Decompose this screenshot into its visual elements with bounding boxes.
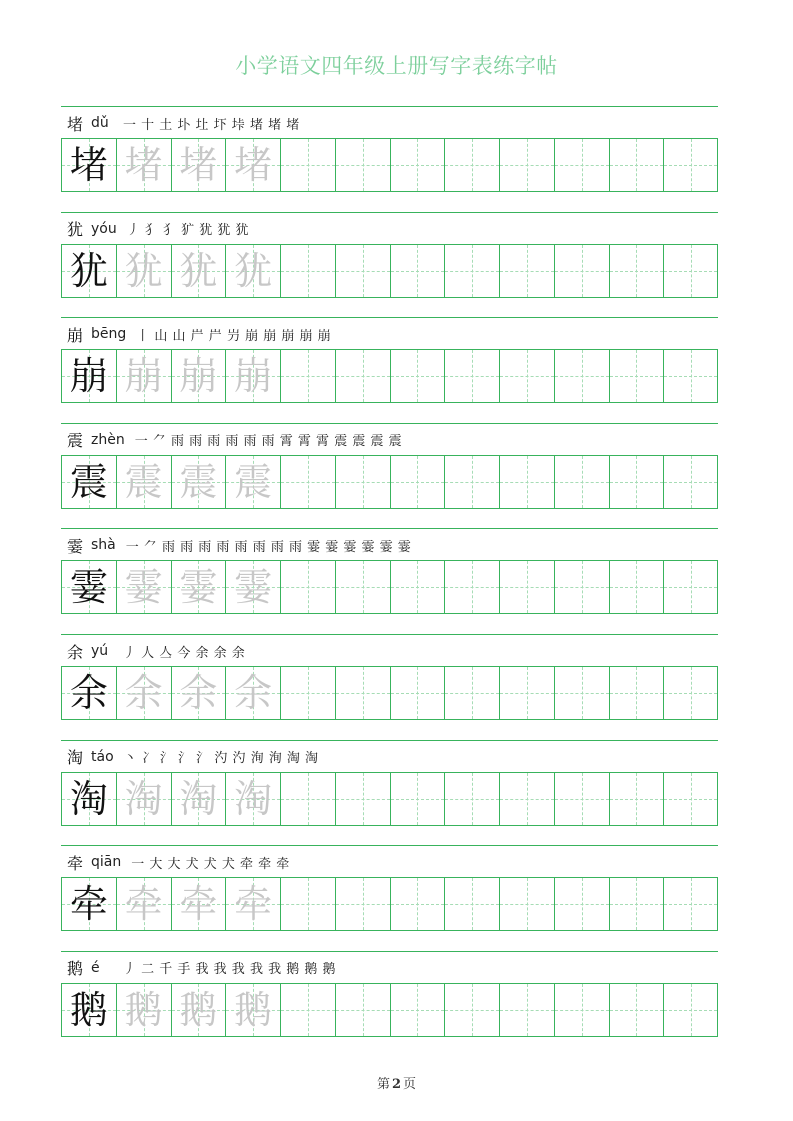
stroke-order: 一 大 大 犬 犬 犬 牵 牵 牵	[131, 856, 290, 872]
grid-cell[interactable]	[390, 244, 445, 298]
grid-cell[interactable]	[390, 666, 445, 720]
grid-cell[interactable]	[116, 138, 171, 192]
trace-character: 犹	[124, 248, 163, 293]
grid-cell[interactable]	[554, 349, 609, 403]
pinyin-label: dǔ	[91, 115, 109, 131]
pinyin-label: zhèn	[91, 431, 125, 448]
grid-cell[interactable]	[663, 877, 718, 931]
grid-cell[interactable]	[554, 560, 609, 614]
grid-cell[interactable]	[335, 877, 390, 931]
row-divider	[61, 528, 718, 529]
character-info	[67, 850, 290, 874]
grid-cell[interactable]	[554, 877, 609, 931]
character-label: 牵	[67, 853, 84, 873]
grid-cell[interactable]	[499, 560, 554, 614]
grid-cell[interactable]	[280, 983, 335, 1037]
pinyin-label: qiān	[91, 854, 122, 871]
grid-cell[interactable]	[61, 560, 116, 614]
grid-cell[interactable]	[444, 560, 499, 614]
stroke-order: 丶 冫 氵 氵 氵 汋 汋 洵 洵 淘 淘	[123, 751, 319, 767]
pinyin-label: yú	[91, 643, 109, 659]
grid-cell[interactable]	[225, 138, 280, 192]
trace-character: 余	[124, 671, 163, 715]
writing-grid	[61, 138, 718, 192]
grid-cell[interactable]	[554, 244, 609, 298]
grid-cell[interactable]	[609, 666, 664, 720]
character-label: 犹	[67, 220, 84, 240]
grid-cell[interactable]	[609, 877, 664, 931]
model-character: 鹅	[69, 987, 108, 1032]
grid-cell[interactable]	[390, 983, 445, 1037]
grid-cell[interactable]	[61, 349, 116, 403]
writing-grid	[61, 560, 718, 614]
grid-cell[interactable]	[171, 666, 226, 720]
practice-row	[61, 317, 718, 407]
writing-grid	[61, 349, 718, 403]
grid-cell[interactable]	[609, 455, 664, 509]
model-character: 堵	[69, 143, 108, 187]
stroke-order: 丨 山 山 屵 屵 屶 崩 崩 崩 崩 崩	[136, 328, 332, 344]
trace-character: 崩	[124, 354, 163, 399]
grid-cell[interactable]	[171, 455, 226, 509]
grid-cell[interactable]	[171, 138, 226, 192]
grid-cell[interactable]	[116, 560, 171, 614]
grid-cell[interactable]	[280, 772, 335, 826]
grid-cell[interactable]	[663, 349, 718, 403]
character-label: 鹅	[67, 959, 84, 979]
grid-cell[interactable]	[61, 138, 116, 192]
writing-grid	[61, 877, 718, 931]
model-character: 震	[69, 459, 108, 504]
grid-cell[interactable]	[225, 455, 280, 509]
trace-character: 堵	[124, 143, 163, 187]
grid-cell[interactable]	[225, 560, 280, 614]
model-character: 淘	[69, 776, 108, 821]
row-divider	[61, 317, 718, 318]
grid-cell[interactable]	[280, 349, 335, 403]
grid-cell[interactable]	[499, 244, 554, 298]
trace-character: 鹅	[179, 987, 218, 1032]
grid-cell[interactable]	[335, 455, 390, 509]
character-info	[67, 533, 411, 557]
grid-cell[interactable]	[225, 983, 280, 1037]
grid-cell[interactable]	[335, 666, 390, 720]
grid-cell[interactable]	[609, 560, 664, 614]
grid-cell[interactable]	[663, 772, 718, 826]
grid-cell[interactable]	[335, 772, 390, 826]
grid-cell[interactable]	[499, 877, 554, 931]
grid-cell[interactable]	[554, 138, 609, 192]
stroke-order: 丿 犭 犭 犷 犹 犹 犹	[126, 223, 250, 239]
stroke-order: 一 ⺈ 雨 雨 雨 雨 雨 雨 雨 雨 霎 霎 霎 霎 霎 霎	[125, 539, 412, 555]
trace-character: 震	[234, 459, 273, 504]
trace-character: 崩	[234, 354, 273, 399]
grid-cell[interactable]	[444, 349, 499, 403]
trace-character: 霎	[124, 565, 163, 610]
grid-cell[interactable]	[499, 983, 554, 1037]
grid-cell[interactable]	[225, 772, 280, 826]
row-divider	[61, 634, 718, 635]
trace-character: 堵	[179, 143, 218, 187]
trace-character: 霎	[234, 565, 273, 610]
character-label: 余	[67, 642, 84, 662]
pinyin-label: é	[91, 959, 100, 976]
grid-cell[interactable]	[390, 772, 445, 826]
trace-character: 牵	[124, 882, 163, 927]
pinyin-label: táo	[91, 748, 114, 765]
grid-cell[interactable]	[225, 666, 280, 720]
practice-row	[61, 740, 718, 830]
grid-cell[interactable]	[171, 560, 226, 614]
model-character: 霎	[69, 565, 108, 610]
grid-cell[interactable]	[444, 983, 499, 1037]
writing-grid	[61, 772, 718, 826]
grid-cell[interactable]	[663, 244, 718, 298]
practice-row	[61, 423, 718, 513]
character-label: 震	[67, 431, 84, 451]
grid-cell[interactable]	[171, 349, 226, 403]
grid-cell[interactable]	[171, 877, 226, 931]
grid-cell[interactable]	[499, 772, 554, 826]
row-divider	[61, 212, 718, 213]
grid-cell[interactable]	[444, 666, 499, 720]
grid-cell[interactable]	[609, 138, 664, 192]
grid-cell[interactable]	[61, 877, 116, 931]
practice-row	[61, 528, 718, 618]
character-info	[67, 956, 336, 980]
grid-cell[interactable]	[280, 455, 335, 509]
trace-character: 余	[179, 671, 218, 715]
trace-character: 震	[179, 459, 218, 504]
trace-character: 鹅	[234, 987, 273, 1032]
grid-cell[interactable]	[280, 244, 335, 298]
grid-cell[interactable]	[499, 455, 554, 509]
grid-cell[interactable]	[61, 983, 116, 1037]
trace-character: 淘	[124, 776, 163, 821]
grid-cell[interactable]	[335, 244, 390, 298]
character-info	[67, 111, 300, 135]
grid-cell[interactable]	[390, 877, 445, 931]
grid-cell[interactable]	[609, 244, 664, 298]
row-divider	[61, 845, 718, 846]
grid-cell[interactable]	[171, 772, 226, 826]
grid-cell[interactable]	[116, 244, 171, 298]
grid-cell[interactable]	[280, 666, 335, 720]
grid-cell[interactable]	[663, 560, 718, 614]
grid-cell[interactable]	[554, 772, 609, 826]
trace-character: 犹	[179, 248, 218, 293]
character-info	[67, 428, 402, 452]
grid-cell[interactable]	[499, 138, 554, 192]
grid-cell[interactable]	[280, 138, 335, 192]
writing-grid	[61, 983, 718, 1037]
writing-grid	[61, 244, 718, 298]
model-character: 牵	[69, 882, 108, 927]
grid-cell[interactable]	[116, 983, 171, 1037]
grid-cell[interactable]	[444, 772, 499, 826]
grid-cell[interactable]	[609, 983, 664, 1037]
grid-cell[interactable]	[663, 983, 718, 1037]
stroke-order: 一 ⺈ 雨 雨 雨 雨 雨 雨 霄 霄 霄 震 震 震 震	[134, 434, 403, 450]
model-character: 崩	[69, 354, 108, 399]
grid-cell[interactable]	[335, 349, 390, 403]
model-character: 余	[69, 671, 108, 715]
grid-cell[interactable]	[116, 455, 171, 509]
trace-character: 霎	[179, 565, 218, 610]
grid-cell[interactable]	[225, 877, 280, 931]
practice-row	[61, 951, 718, 1041]
trace-character: 牵	[234, 882, 273, 927]
grid-cell[interactable]	[444, 455, 499, 509]
stroke-order: 丿 人 亼 今 余 余 余	[123, 645, 246, 661]
grid-cell[interactable]	[663, 138, 718, 192]
character-info	[67, 745, 318, 769]
grid-cell[interactable]	[116, 877, 171, 931]
stroke-order: 丿 二 千 手 我 我 我 我 我 鹅 鹅 鹅	[123, 962, 336, 978]
trace-character: 犹	[234, 248, 273, 293]
trace-character: 牵	[179, 882, 218, 927]
character-label: 崩	[67, 325, 84, 345]
character-label: 堵	[67, 114, 84, 134]
grid-cell[interactable]	[335, 138, 390, 192]
character-label: 霎	[67, 536, 84, 556]
grid-cell[interactable]	[444, 138, 499, 192]
character-label: 淘	[67, 748, 84, 768]
grid-cell[interactable]	[280, 877, 335, 931]
trace-character: 堵	[234, 143, 273, 187]
pinyin-label: yóu	[91, 220, 117, 237]
practice-row	[61, 212, 718, 302]
row-divider	[61, 951, 718, 952]
grid-cell[interactable]	[280, 560, 335, 614]
row-divider	[61, 423, 718, 424]
grid-cell[interactable]	[61, 772, 116, 826]
grid-cell[interactable]	[116, 349, 171, 403]
grid-cell[interactable]	[335, 983, 390, 1037]
trace-character: 淘	[234, 776, 273, 821]
trace-character: 余	[234, 671, 273, 715]
grid-cell[interactable]	[499, 349, 554, 403]
pinyin-label: bēng	[91, 326, 127, 343]
grid-cell[interactable]	[61, 455, 116, 509]
stroke-order: 一 十 土 圤 圵 圷 垰 堵 堵 堵	[123, 117, 300, 133]
model-character: 犹	[69, 248, 108, 293]
pinyin-label: shà	[91, 537, 116, 554]
grid-cell[interactable]	[390, 349, 445, 403]
grid-cell[interactable]	[116, 666, 171, 720]
grid-cell[interactable]	[663, 666, 718, 720]
writing-grid	[61, 455, 718, 509]
character-info	[67, 639, 245, 663]
grid-cell[interactable]	[554, 983, 609, 1037]
grid-cell[interactable]	[663, 455, 718, 509]
grid-cell[interactable]	[609, 349, 664, 403]
grid-cell[interactable]	[225, 349, 280, 403]
grid-cell[interactable]	[390, 138, 445, 192]
practice-row	[61, 634, 718, 724]
grid-cell[interactable]	[390, 455, 445, 509]
grid-cell[interactable]	[609, 772, 664, 826]
trace-character: 震	[124, 459, 163, 504]
grid-cell[interactable]	[335, 560, 390, 614]
trace-character: 淘	[179, 776, 218, 821]
grid-cell[interactable]	[61, 244, 116, 298]
grid-cell[interactable]	[171, 244, 226, 298]
practice-row	[61, 845, 718, 935]
trace-character: 崩	[179, 354, 218, 399]
grid-cell[interactable]	[444, 244, 499, 298]
grid-cell[interactable]	[499, 666, 554, 720]
grid-cell[interactable]	[225, 244, 280, 298]
grid-cell[interactable]	[390, 560, 445, 614]
grid-cell[interactable]	[61, 666, 116, 720]
character-info	[67, 217, 249, 241]
page-title: 小学语文四年级上册写字表练字帖	[235, 54, 558, 78]
grid-cell[interactable]	[171, 983, 226, 1037]
grid-cell[interactable]	[116, 772, 171, 826]
character-info	[67, 322, 331, 346]
row-divider	[61, 106, 718, 107]
grid-cell[interactable]	[554, 666, 609, 720]
row-divider	[61, 740, 718, 741]
grid-cell[interactable]	[554, 455, 609, 509]
trace-character: 鹅	[124, 987, 163, 1032]
practice-row	[61, 106, 718, 196]
grid-cell[interactable]	[444, 877, 499, 931]
page-number: 第 2 页	[376, 1077, 417, 1092]
writing-grid	[61, 666, 718, 720]
